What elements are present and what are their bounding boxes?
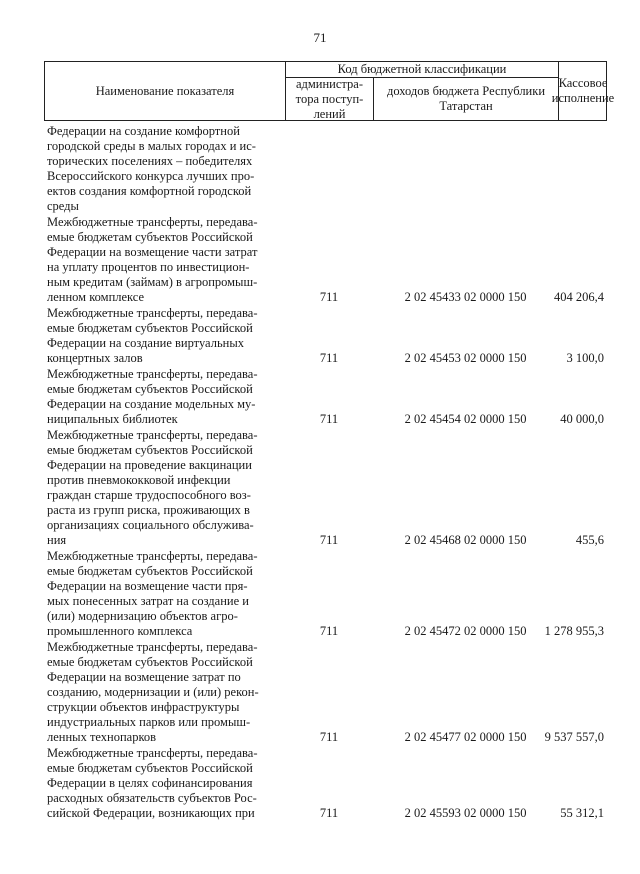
indicator-name-line: Межбюджетные трансферты, передава- bbox=[47, 549, 258, 563]
indicator-name-line: ниципальных библиотек bbox=[47, 412, 178, 426]
indicator-name bbox=[47, 428, 281, 548]
header-cash: Кассовое исполнение bbox=[551, 76, 615, 105]
indicator-name bbox=[47, 549, 281, 639]
header-admin: администра-тора поступ-лений bbox=[286, 78, 374, 120]
income-code: 2 02 45454 02 0000 150 bbox=[404, 412, 527, 426]
header-income: доходов бюджета Республики Татарстан bbox=[374, 78, 559, 120]
cash-execution: 9 537 557,0 bbox=[544, 730, 604, 744]
indicator-name bbox=[47, 306, 281, 366]
cash-execution: 404 206,4 bbox=[554, 290, 604, 304]
indicator-name bbox=[47, 124, 281, 214]
indicator-name-line: емые бюджетам субъектов Российской bbox=[47, 382, 253, 396]
income-code: 2 02 45468 02 0000 150 bbox=[404, 533, 527, 547]
indicator-name-line: Межбюджетные трансферты, передава- bbox=[47, 367, 258, 381]
indicator-name-line: Федерации на проведение вакцинации bbox=[47, 458, 252, 472]
indicator-name-line: ектов создания комфортной городской bbox=[47, 184, 252, 198]
header-name: Наименование показателя bbox=[45, 62, 286, 120]
cash-execution: 40 000,0 bbox=[560, 412, 604, 426]
indicator-name-line: городской среды в малых городах и ис- bbox=[47, 139, 256, 153]
indicator-name-line: Межбюджетные трансферты, передава- bbox=[47, 215, 258, 229]
indicator-name-line: мых понесенных затрат на создание и bbox=[47, 594, 249, 608]
indicator-name-line: Федерации на создание комфортной bbox=[47, 124, 240, 138]
indicator-name-line: ным кредитам (займам) в агропромыш- bbox=[47, 275, 258, 289]
indicator-name-line: созданию, модернизации и (или) рекон- bbox=[47, 685, 259, 699]
page-number: 71 bbox=[313, 30, 327, 45]
admin-code: 711 bbox=[319, 533, 339, 547]
indicator-name-line: ленном комплексе bbox=[47, 290, 145, 304]
indicator-name-line: емые бюджетам субъектов Российской bbox=[47, 564, 253, 578]
income-code: 2 02 45433 02 0000 150 bbox=[404, 290, 527, 304]
cash-execution: 1 278 955,3 bbox=[544, 624, 604, 638]
indicator-name bbox=[47, 215, 281, 305]
indicator-name-line: индустриальных парков или промыш- bbox=[47, 715, 251, 729]
indicator-name-line: емые бюджетам субъектов Российской bbox=[47, 321, 253, 335]
indicator-name-line: струкции объектов инфраструктуры bbox=[47, 700, 240, 714]
indicator-name-line: Федерации на создание виртуальных bbox=[47, 336, 244, 350]
admin-code: 711 bbox=[319, 624, 339, 638]
admin-code: 711 bbox=[319, 730, 339, 744]
indicator-name-line: емые бюджетам субъектов Российской bbox=[47, 761, 253, 775]
indicator-name-line: на уплату процентов по инвестицион- bbox=[47, 260, 250, 274]
cash-execution: 455,6 bbox=[575, 533, 604, 547]
income-code: 2 02 45593 02 0000 150 bbox=[404, 806, 527, 820]
indicator-name-line: Межбюджетные трансферты, передава- bbox=[47, 306, 258, 320]
admin-code: 711 bbox=[319, 351, 339, 365]
income-code: 2 02 45472 02 0000 150 bbox=[404, 624, 527, 638]
admin-code: 711 bbox=[319, 412, 339, 426]
indicator-name-line: емые бюджетам субъектов Российской bbox=[47, 655, 253, 669]
indicator-name-line: Федерации на возмещение части пря- bbox=[47, 579, 248, 593]
indicator-name-line: сийской Федерации, возникающих при bbox=[47, 806, 255, 820]
indicator-name-line: торических поселениях – победителях bbox=[47, 154, 253, 168]
indicator-name-line: емые бюджетам субъектов Российской bbox=[47, 230, 253, 244]
indicator-name-line: организациях социального обслужива- bbox=[47, 518, 254, 532]
indicator-name-line: емые бюджетам субъектов Российской bbox=[47, 443, 253, 457]
indicator-name bbox=[47, 746, 281, 821]
indicator-name-line: расходных обязательств субъектов Рос- bbox=[47, 791, 257, 805]
indicator-name-line: ния bbox=[47, 533, 67, 547]
indicator-name-line: Федерации на создание модельных му- bbox=[47, 397, 256, 411]
indicator-name-line: Межбюджетные трансферты, передава- bbox=[47, 746, 258, 760]
indicator-name-line: Федерации на возмещение части затрат bbox=[47, 245, 258, 259]
indicator-name-line: (или) модернизацию объектов агро- bbox=[47, 609, 238, 623]
income-code: 2 02 45453 02 0000 150 bbox=[404, 351, 527, 365]
admin-code: 711 bbox=[319, 806, 339, 820]
indicator-name-line: Федерации в целях софинансирования bbox=[47, 776, 253, 790]
income-code: 2 02 45477 02 0000 150 bbox=[404, 730, 527, 744]
indicator-name-line: против пневмококковой инфекции bbox=[47, 473, 231, 487]
indicator-name-line: раста из групп риска, проживающих в bbox=[47, 503, 250, 517]
table-header bbox=[44, 61, 615, 121]
indicator-name-line: Федерации на возмещение затрат по bbox=[47, 670, 241, 684]
indicator-name bbox=[47, 367, 281, 427]
indicator-name-line: концертных залов bbox=[47, 351, 143, 365]
indicator-name-line: среды bbox=[47, 199, 79, 213]
indicator-name-line: граждан старше трудоспособного воз- bbox=[47, 488, 251, 502]
cash-execution: 55 312,1 bbox=[560, 806, 604, 820]
indicator-name-line: Межбюджетные трансферты, передава- bbox=[47, 428, 258, 442]
indicator-name-line: ленных технопарков bbox=[47, 730, 157, 744]
indicator-name bbox=[47, 640, 281, 745]
cash-execution: 3 100,0 bbox=[566, 351, 604, 365]
indicator-name-line: промышленного комплекса bbox=[47, 624, 193, 638]
admin-code: 711 bbox=[319, 290, 339, 304]
indicator-name-line: Всероссийского конкурса лучших про- bbox=[47, 169, 255, 183]
header-code-group: Код бюджетной классификации bbox=[286, 62, 559, 78]
indicator-name-line: Межбюджетные трансферты, передава- bbox=[47, 640, 258, 654]
